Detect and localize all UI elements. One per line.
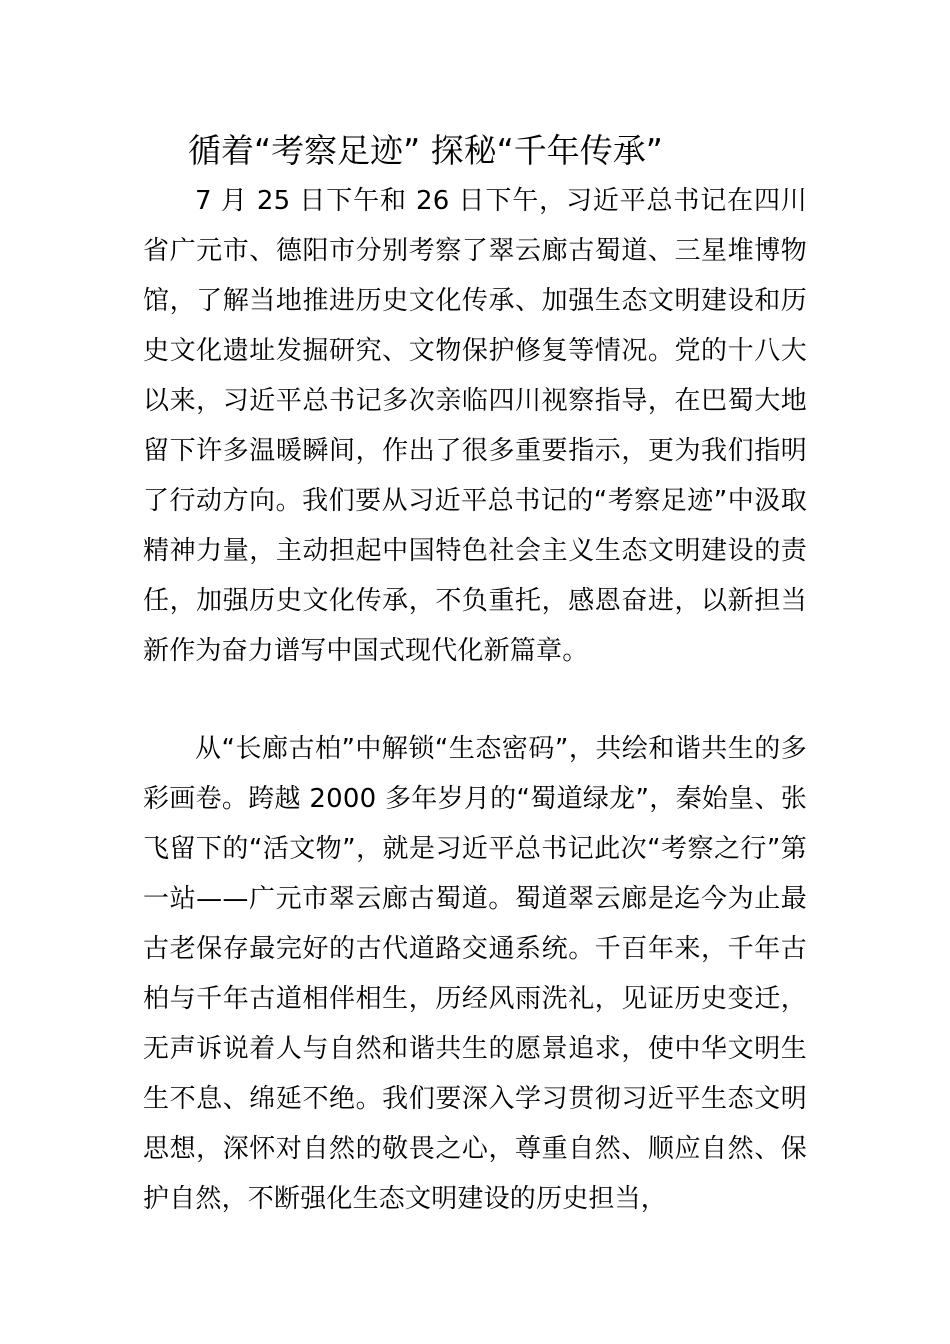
body-paragraph-2: 从“长廊古柏”中解锁“生态密码”，共绘和谐共生的多彩画卷。跨越 2000 多年岁月的“蜀道绿龙”，秦始皇、张飞留下的“活文物”，就是习近平总书记此次“考察之行”第一站——广元市翠云廊古蜀道。蜀道翠云廊是迄今为止最古老保存最完好的古代道路交通系统。千百年来，千年古柏与千年古道相伴相生，历经风雨洗礼，见证历史变迁，无声诉说着人与自然和谐共生的愿景追求，使中华文明生生不息、绵延不绝。我们要深入学习贯彻习近平生态文明思想，深怀对自然的敬畏之心，尊重自然、顺应自然、保护自然，不断强化生态文明建设的历史担当， (143, 734, 807, 1214)
body-paragraph-1: 7 月 25 日下午和 26 日下午，习近平总书记在四川省广元市、德阳市分别考察了翠云廊古蜀道、三星堆博物馆，了解当地推进历史文化传承、加强生态文明建设和历史文化遗址发掘研究、文物保护修复等情况。党的十八大以来，习近平总书记多次亲临四川视察指导，在巴蜀大地留下许多温暖瞬间，作出了很多重要指示，更为我们指明了行动方向。我们要从习近平总书记的“考察足迹”中汲取精神力量，主动担起中国特色社会主义生态文明建设的责任，加强历史文化传承，不负重托，感恩奋进，以新担当新作为奋力谱写中国式现代化新篇章。 (143, 186, 807, 666)
document-title: 循着“考察足迹” 探秘“千年传承” (188, 131, 663, 170)
